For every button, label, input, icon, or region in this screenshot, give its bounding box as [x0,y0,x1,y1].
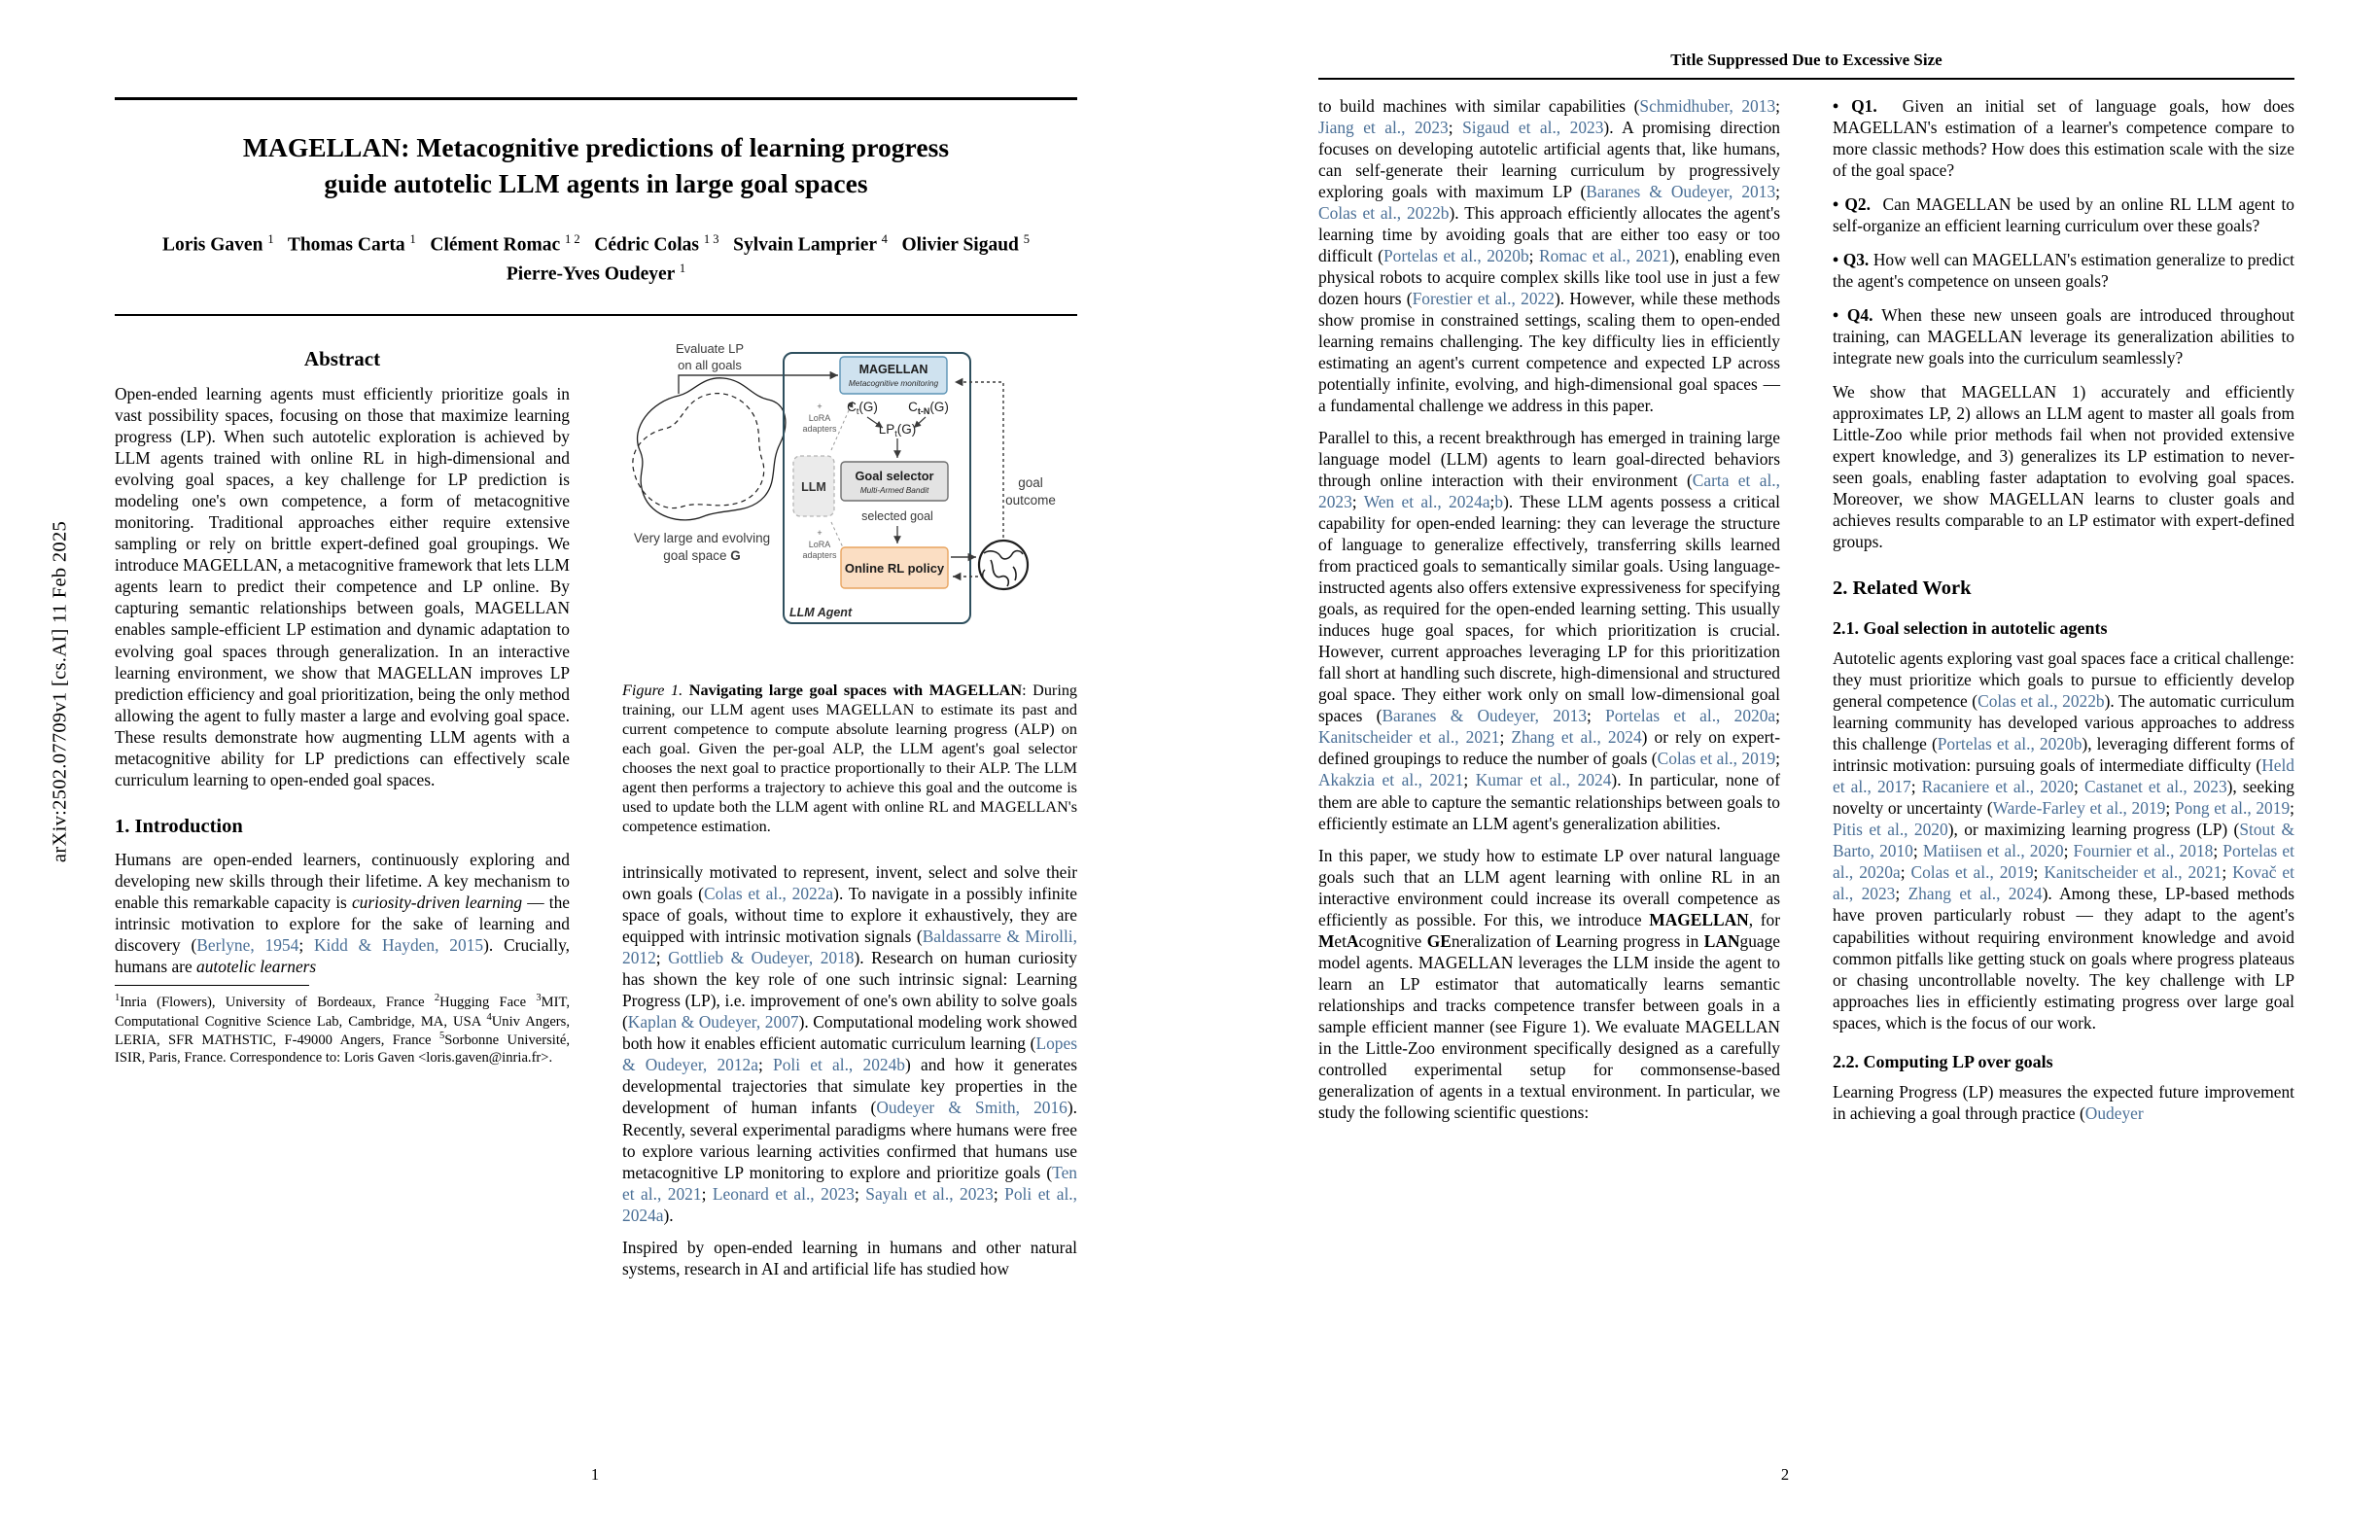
figure-1-diagram [622,335,1077,671]
research-question-3-label: Q4. [1846,305,1873,326]
research-question-2: • Q3. How well can MAGELLAN's estimation generalize to predict the agent's competence on unseen goals? [1833,250,2295,292]
figure-arrow-evaluate-lp [679,375,838,394]
figure-label-goal-selector-sub: Multi-Armed Bandit [859,485,929,496]
subsection-heading-goal-selection: 2.1. Goal selection in autotelic agents [1833,618,2108,639]
title-line-2: guide autotelic LLM agents in large goal spaces [324,167,868,198]
figure-label-llm: LLM [801,480,826,495]
figure-label-goal-outcome-1: goal [1018,475,1043,491]
intro-paragraph-5: Parallel to this, a recent breakthrough has emerged in training large language model (LLM) agents to learn goal-directed behaviors through online interaction with their environment (Carta et al., 2023; Wen et al., 2024a;b). These LLM agents possess a critical capability for open-ended learning: they can leverage the structure of language to generalize effectively, transferring skills learned from practiced goals to semantically similar goals. Using language-instructed agents also offers extensive expressiveness for specifying goals, as required for the open-ended learning setting. This usually induces huge goal spaces, for which prioritization is crucial. However, current approaches leveraging LP for this prioritization fall short at handling such discrete, high-dimensional and structured goal space. They either work only on small low-dimensional goal spaces (Baranes & Oudeyer, 2013; Portelas et al., 2020a; Kanitscheider et al., 2021; Zhang et al., 2024) or rely on expert-defined groupings to reduce the number of goals (Colas et al., 2019; Akakzia et al., 2021; Kumar et al., 2024). In particular, none of them are able to capture the semantic relationships between goals to efficiently estimate an LLM agent's generalization abilities. [1318,428,1780,833]
related-work-paragraph-2: Learning Progress (LP) measures the expected future improvement in achieving a goal through practice (Oudeyer [1833,1081,2294,1123]
page-2-column-left [1318,95,1780,1135]
abstract-text: Open-ended learning agents must efficiently prioritize goals in vast possibility spaces, focusing on those that maximize learning progress (LP). When such autotelic exploration is achieved by LLM agents trained with online RL in high-dimensional and evolving goal spaces, a key challenge for LP prediction is modeling one's own competence, a form of metacognitive monitoring. Traditional approaches either require extensive sampling or rely on brittle expert-defined goal groupings. We introduce MAGELLAN, a metacognitive framework that lets LLM agents learn to predict their competence and LP online. By capturing semantic relationships between goals, MAGELLAN enables sample-efficient LP estimation and dynamic adaptation to evolving goal spaces through generalization. In an interactive learning environment, we show that MAGELLAN improves LP prediction efficiency and goal prioritization, being the only method allowing the agent to fully master a large and evolving goal space. These results demonstrate how augmenting LLM agents with a metacognitive ability for LP predictions can effectively scale curriculum learning to open-ended goal spaces. [115,384,570,789]
page-2 [1190,0,2380,1540]
column-gutter [570,335,622,1289]
figure-label-lora-lower-2: adapters [802,550,837,561]
research-question-0: • Q1. Given an initial set of language goals, how does MAGELLAN's estimation of a learner's competence compare to more classic methods? How does this estimation scale with the size of the goal space? [1833,96,2294,181]
page-2-column-right [1833,95,2294,1135]
figure-label-goal-space-1: Very large and evolving [633,531,771,546]
figure-label-evaluate-lp-1: Evaluate LP [675,341,745,357]
running-header-rule [1318,78,2294,80]
page-1-number: 1 [590,1465,600,1484]
figure-label-magellan: MAGELLAN [858,363,928,377]
figure-label-competence-tn: $C_{t-N}(G)$ [908,400,949,417]
author-line-2: Pierre-Yves Oudeyer $^1$ [506,262,686,285]
figure-label-magellan-sub: Metacognitive monitoring [848,378,939,389]
figure-1-caption [622,681,1077,836]
figure-label-selected-goal: selected goal [861,509,933,524]
figure-arrow-outcome-to-magellan [955,382,1003,538]
research-question-3: • Q4. When these new unseen goals are introduced throughout training, can MAGELLAN leverage its generalization abilities to integrate new goals into the curriculum seamlessly? [1833,305,2294,368]
research-question-2-label: Q3. [1842,250,1870,270]
results-summary-paragraph: We show that MAGELLAN 1) accurately and efficiently approximates LP, 2) allows an LLM agent to master all goals from Little-Zoo while prior methods fail when not provided extensive expert knowledge, and 3) generalizes its LP estimation to never-seen goals, enabling faster adaptation to evolving goal spaces. Moreover, we show MAGELLAN learns to cluster goals and achieves results comparable to an LP estimator with expert-defined groups. [1833,382,2294,552]
intro-paragraph-6: In this paper, we study how to estimate LP over natural language goals such that an LLM agent learning with online RL in an interactive environment could increase its overall competence as efficiently as possible. For this, we introduce MAGELLAN, for MetAcognitive GEneralization of Learning progress in LANguage model agents. MAGELLAN leverages the LLM inside the agent to learn an LP estimator that automatically learns semantic relationships and tracks competence transfer between goals in a sample efficient manner (see Figure 1). We evaluate MAGELLAN in the Little-Zoo environment specifically designed as a carefully controlled experimental setup for commonsense-based generalization of agents in a textual environment. In particular, we study the following scientific questions: [1318,845,1781,1122]
figure-label-goal-selector: Goal selector [855,469,934,484]
figure-goal-space-outline [638,378,786,520]
research-question-1-label: Q2. [1844,194,1871,215]
research-question-3-text: When these new unseen goals are introduced throughout training, can MAGELLAN leverage its generalization abilities to integrate new goals into the curriculum seamlessly? [1833,305,2294,368]
page-1-column-right [622,335,1077,1289]
figure-label-evaluate-lp-2: on all goals [678,358,742,373]
figure-label-goal-space-2: goal space G [663,548,741,564]
section-heading-introduction: 1. Introduction [115,815,243,837]
figure-label-lora-upper-1: LoRA [808,413,831,424]
page-2-body [1318,95,2294,1379]
abstract-heading: Abstract [303,347,381,371]
figure-1-caption-bold: Navigating large goal spaces with MAGELLAN [688,682,1023,700]
subsection-heading-computing-lp: 2.2. Computing LP over goals [1833,1051,2053,1071]
figure-1-label: Figure 1. [622,682,683,700]
author-line-1: Loris Gaven $^1$ Thomas Carta $^1$ Clément Romac $^{1 2}$ Cédric Colas $^{1 3}$ Sylvain Lamprier $^4$ Olivier Sigaud $^5$ [161,232,1031,256]
section-heading-related-work: 2. Related Work [1833,578,1972,600]
running-header: Title Suppressed Due to Excessive Size [1670,51,1942,69]
figure-label-lp: $LP_t(G)$ [878,422,917,439]
research-question-0-text: Given an initial set of language goals, how does MAGELLAN's estimation of a learner's competence compare to more classic methods? How does this estimation scale with the size of the goal space? [1833,96,2294,181]
intro-paragraph-1: Humans are open-ended learners, continuously exploring and developing new skills through their lifetime. A key mechanism to enable this remarkable capacity is curiosity-driven learning — the intrinsic motivation to explore for the sake of learning and discovery (Berlyne, 1954; Kidd & Hayden, 2015). Crucially, humans are autotelic learners [115,849,571,976]
figure-label-competence-t: $C_t(G)$ [847,400,878,417]
title-rule-bottom [115,314,1077,317]
figure-label-lora-plus-upper: + [817,402,822,412]
research-question-1-text: Can MAGELLAN be used by an online RL LLM agent to self-organize an efficient learning curriculum over these goals? [1833,194,2294,236]
page-1-column-left [115,335,570,1289]
affiliations-footnote: $^1$Inria (Flowers), University of Bordeaux, France $^2$Hugging Face $^3$MIT, Computational Cognitive Science Lab, Cambridge, MA, USA $^4$Univ Angers, LERIA, SFR MATHSTIC, F-49000 Angers, France $^5$Sorbonne Université, ISIR, Paris, France. Correspondence to: Loris Gaven <loris.gaven@inria.fr>. [115,993,570,1066]
research-question-0-label: Q1. [1851,96,1877,116]
research-question-2-text: How well can MAGELLAN's estimation generalize to predict the agent's competence on unseen goals? [1833,250,2295,292]
footnote-divider [115,985,309,986]
related-work-paragraph-1: Autotelic agents exploring vast goal spaces face a critical challenge: they must prioritize which goals to pursue to efficiently develop general competence (Colas et al., 2022b). The automatic curriculum learning community has developed various approaches to address this challenge (Portelas et al., 2020b), leveraging different forms of intrinsic motivation: pursuing goals of intermediate difficulty (Held et al., 2017; Racaniere et al., 2020; Castanet et al., 2023), seeking novelty or uncertainty (Warde-Farley et al., 2019; Pong et al., 2019; Pitis et al., 2020), or maximizing learning progress (LP) (Stout & Barto, 2010; Matiisen et al., 2020; Fournier et al., 2018; Portelas et al., 2020a; Colas et al., 2019; Kanitscheider et al., 2021; Kovač et al., 2023; Zhang et al., 2024). Among these, LP-based methods have proven particularly robust — they adapt to the agent's capabilities without requiring environment knowledge and avoid common pitfalls like getting stuck on goals where progress plateaus or chasing uncontrollable novelty. The key challenge with LP approaches lies in efficiently estimating progress over large goal spaces, which is the focus of our work. [1833,648,2295,1032]
page-title [115,129,1077,202]
author-list [115,230,1077,289]
figure-label-llm-agent: LLM Agent [789,606,853,620]
figure-label-online-rl: Online RL policy [844,561,945,577]
title-line-1: MAGELLAN: Metacognitive predictions of learning progress [242,131,950,162]
research-questions-list [1833,95,2294,368]
intro-paragraph-3: Inspired by open-ended learning in humans and other natural systems, research in AI and artificial life has studied how [622,1237,1077,1278]
page-2-number: 2 [1780,1465,1790,1484]
page-1-body [115,97,1077,1400]
figure-goal-space-outline-dashed [633,394,764,508]
research-question-1: • Q2. Can MAGELLAN be used by an online RL LLM agent to self-organize an efficient learning curriculum over these goals? [1833,194,2294,236]
page-2-gutter [1780,95,1833,1135]
figure-1-caption-text: : During training, our LLM agent uses MAGELLAN to estimate its past and current competence to compute absolute learning progress (ALP) on each goal. Given the per-goal ALP, the LLM agent's goal selector chooses the next goal to practice proportionally to their ALP. The LLM agent then performs a trajectory to achieve this goal and the outcome is used to update both the LLM agent with online RL and MAGELLAN's competence estimation. [622,682,1078,836]
arxiv-stamp: arXiv:2502.07709v1 [cs.AI] 11 Feb 2025 [49,520,71,863]
intro-paragraph-4: to build machines with similar capabilities (Schmidhuber, 2013; Jiang et al., 2023; Sigaud et al., 2023). A promising direction focuses on developing autotelic artificial agents that, like humans, can self-generate their learning curriculum by progressively exploring goals with maximum LP (Baranes & Oudeyer, 2013; Colas et al., 2022b). This approach efficiently allocates the agent's learning time by avoiding goals that are either too easy or too difficult (Portelas et al., 2020b; Romac et al., 2021), enabling even physical robots to acquire complex skills like tool use in just a few dozen hours (Forestier et al., 2022). However, while these methods show promise in constrained settings, scaling them to open-ended learning remains challenging. The key difficulty lies in efficiently estimating an agent's current competence and expected LP across potentially infinite, evolving, and high-dimensional goal spaces — a fundamental challenge we address in this paper. [1318,96,1781,416]
figure-1 [622,335,1077,671]
figure-label-lora-lower-1: LoRA [808,540,831,550]
figure-label-lora-upper-2: adapters [802,424,837,435]
page-1-columns [115,335,1077,1289]
figure-label-goal-outcome-2: outcome [1005,493,1056,508]
page-2-columns [1318,95,2294,1135]
intro-paragraph-2: intrinsically motivated to represent, invent, select and solve their own goals (Colas et al., 2022a). To navigate in a possibly infinite space of goals, without time to explore it exhaustively, they are equipped with intrinsic motivation signals (Baldassarre & Mirolli, 2012; Gottlieb & Oudeyer, 2018). Research on human curiosity has shown the key role of one such intrinsic signal: Learning Progress (LP), i.e. improvement of one's own ability to solve goals (Kaplan & Oudeyer, 2007). Computational modeling work showed both how it enables efficient automatic curriculum learning (Lopes & Oudeyer, 2012a; Poli et al., 2024b) and how it generates developmental trajectories that simulate key properties in the development of human infants (Oudeyer & Smith, 2016). Recently, several experimental paradigms where humans were free to explore various learning activities confirmed that humans use metacognitive LP monitoring to explore and prioritize goals (Ten et al., 2021; Leonard et al., 2023; Sayalı et al., 2023; Poli et al., 2024a). [622,862,1078,1225]
title-rule-top [115,97,1077,100]
figure-label-lora-plus-lower: + [817,528,822,539]
globe-icon [979,541,1028,589]
